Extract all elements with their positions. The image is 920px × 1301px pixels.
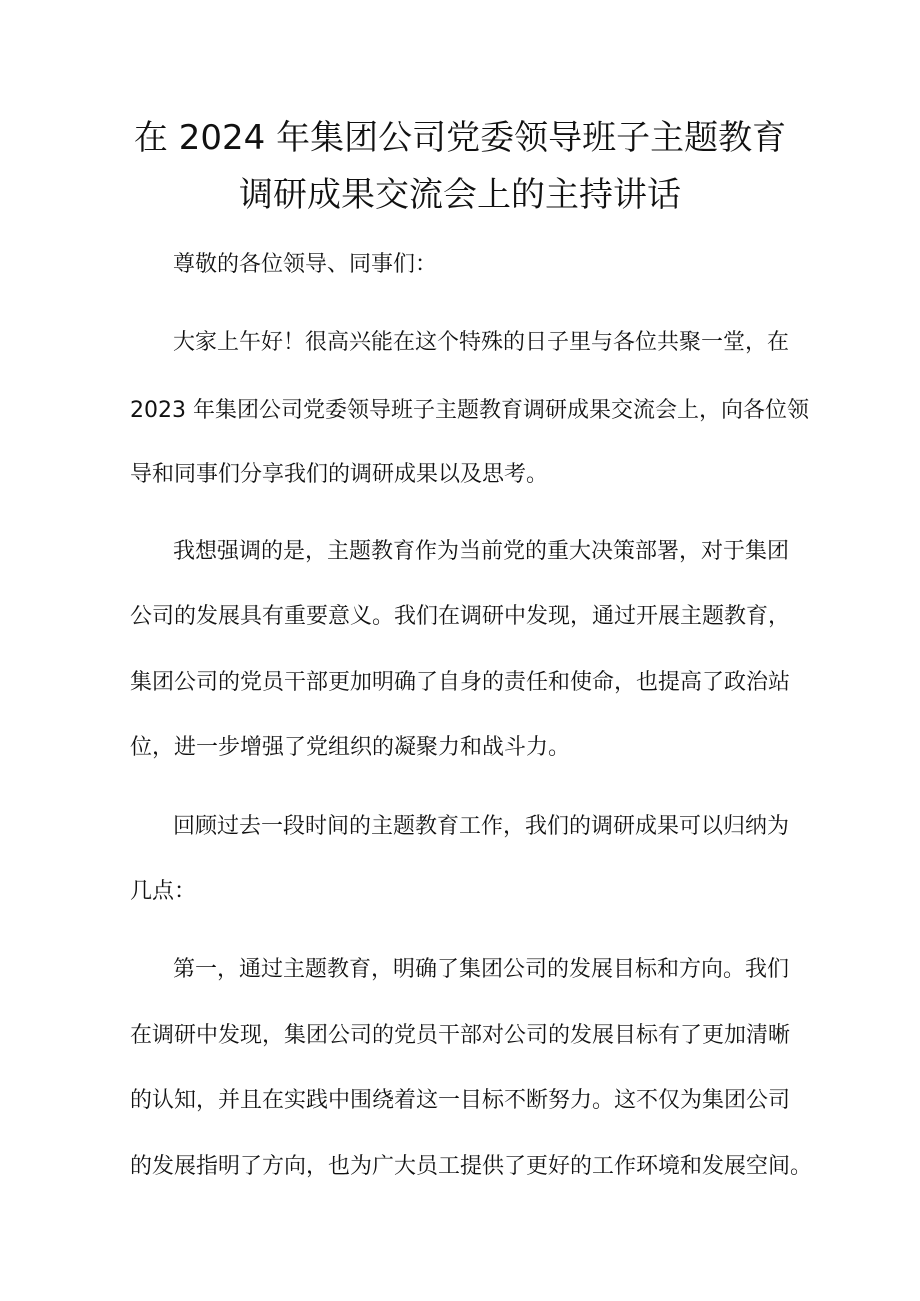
paragraph-4-line-4: 的发展指明了方向，也为广大员工提供了更好的工作环境和发展空间。 [130, 1154, 813, 1179]
paragraph-2-line-3: 集团公司的党员干部更加明确了自身的责任和使命，也提高了政治站 [130, 670, 791, 695]
paragraph-4-line-3: 的认知，并且在实践中围绕着这一目标不断努力。这不仅为集团公司 [130, 1088, 791, 1113]
paragraph-1-line-2: 2023 年集团公司党委领导班子主题教育调研成果交流会上，向各位领 [130, 398, 809, 423]
paragraph-2-line-1: 我想强调的是，主题教育作为当前党的重大决策部署，对于集团 [173, 539, 790, 564]
paragraph-2-line-4: 位，进一步增强了党组织的凝聚力和战斗力。 [130, 735, 571, 760]
document-title-line-2: 调研成果交流会上的主持讲话 [239, 175, 681, 215]
paragraph-1-line-3: 导和同事们分享我们的调研成果以及思考。 [130, 462, 549, 487]
paragraph-3-line-1: 回顾过去一段时间的主题教育工作，我们的调研成果可以归纳为 [173, 814, 790, 839]
paragraph-2-line-2: 公司的发展具有重要意义。我们在调研中发现，通过开展主题教育， [130, 604, 791, 629]
salutation: 尊敬的各位领导、同事们： [173, 252, 438, 277]
paragraph-1-line-1: 大家上午好！很高兴能在这个特殊的日子里与各位共聚一堂，在 [173, 330, 790, 355]
paragraph-4-line-1: 第一，通过主题教育，明确了集团公司的发展目标和方向。我们 [173, 957, 790, 982]
paragraph-4-line-2: 在调研中发现，集团公司的党员干部对公司的发展目标有了更加清晰 [130, 1023, 791, 1048]
document-title-line-1: 在 2024 年集团公司党委领导班子主题教育 [133, 118, 787, 158]
paragraph-3-line-2: 几点： [130, 879, 197, 904]
